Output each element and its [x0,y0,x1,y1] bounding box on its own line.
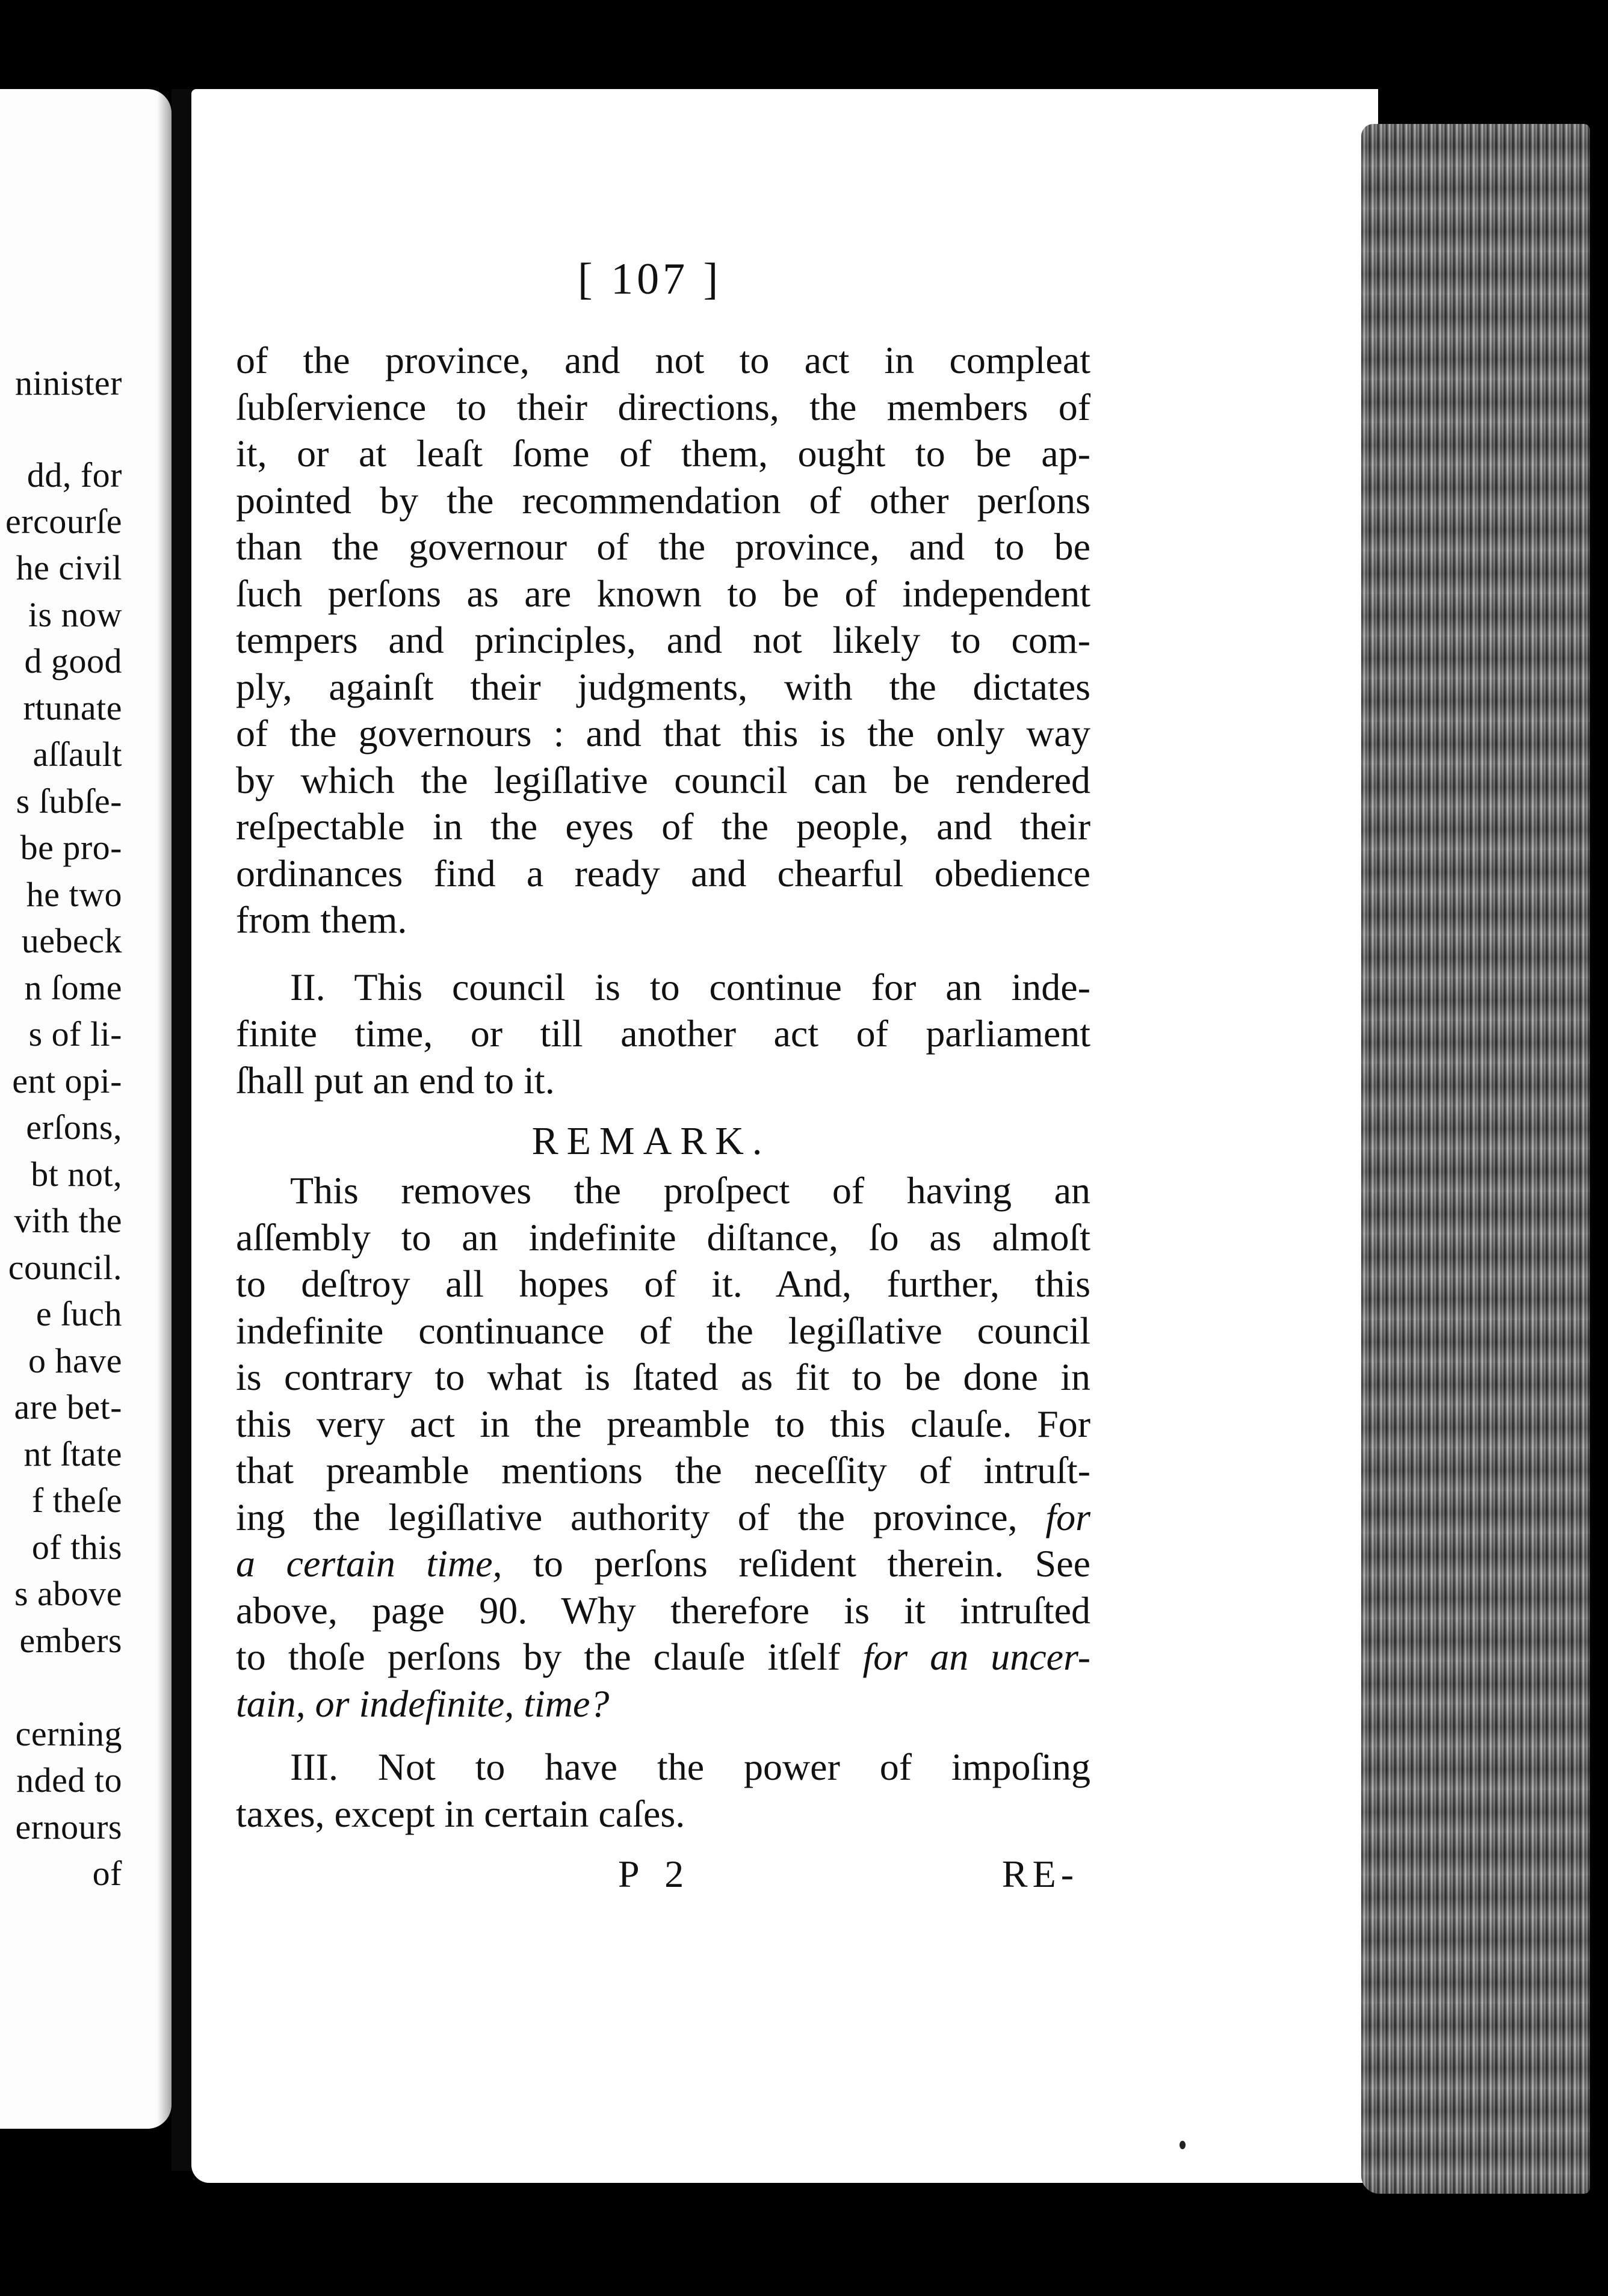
italic-text: time? [524,1682,610,1725]
left-page-line: s above [14,1574,122,1613]
left-page-line: erſons, [26,1108,122,1147]
left-page-line: n ſome [24,968,122,1007]
left-page-line: of this [31,1528,122,1567]
text-line: ſubſervience to their directions, the members of [236,385,1090,428]
left-page-line: of [92,1854,122,1893]
text-line: than the governour of the province, and to be [236,525,1090,568]
page-footer [236,1852,1078,1900]
text-line [236,1494,1090,1541]
page-body [236,337,1090,1837]
text-line [236,1634,1090,1680]
signature-mark: P 2 [618,1853,693,1895]
text-line: ply, againſt their judgments, with the dictates [236,665,1090,708]
text-line: pointed by the recommendation of other perſons [236,478,1090,522]
left-page-line: is now [28,595,122,634]
left-page-line: bt not, [31,1155,122,1194]
ink-speck [1180,2141,1186,2149]
text-line: ſuch perſons as are known to be of independent [236,572,1090,615]
text-line: of the governours : and that this is the only way [236,712,1090,755]
left-page-line: o have [28,1341,122,1380]
text-line: taxes, except in certain caſes. [236,1792,685,1835]
italic-text: tain, or indefinite, [236,1682,515,1725]
left-page-line: be pro- [20,828,122,867]
text-line: to deſtroy all hopes of it. And, further, this [236,1262,1090,1305]
page-header: [ 107 ] [578,255,722,304]
text-line: that preamble mentions the neceſſity of intruſt- [236,1449,1090,1492]
left-page-line: vith the [14,1201,122,1240]
text-line: it, or at leaſt ſome of them, ought to be ap- [236,432,1090,475]
left-page-line: nded to [16,1761,122,1800]
text-span: to perſons reſident therein. See [533,1542,1091,1585]
text-line: This removes the proſpect of having an [290,1169,1090,1212]
italic-text: a certain time, [236,1542,502,1585]
text-line [236,1540,1090,1587]
text-line: II. This council is to continue for an inde- [290,965,1090,1008]
text-line: from them. [236,898,407,941]
left-page-line: ent opi- [12,1061,122,1100]
catchword: RE- [1001,1853,1078,1895]
left-page-line: f theſe [31,1481,122,1520]
left-page-line: ninister [15,363,122,403]
left-page-line: council. [8,1248,122,1287]
italic-text: for [1045,1495,1091,1538]
text-line: this very act in the preamble to this clauſe. For [236,1402,1090,1445]
left-page-line: nt ſtate [23,1434,122,1474]
paragraph-continuation [236,337,1090,943]
text-line: finite time, or till another act of parliament [236,1012,1090,1055]
text-line: III. Not to have the power of impoſing [290,1745,1090,1788]
section-iii [236,1744,1090,1837]
text-line: aſſembly to an indefinite diſtance, ſo as almoſt [236,1215,1090,1259]
left-page-line: uebeck [21,921,122,960]
left-page-line: he two [26,875,122,914]
text-line: above, page 90. Why therefore is it intruſted [236,1588,1090,1632]
text-line: ſhall put an end to it. [236,1058,555,1102]
left-page-line: dd, for [26,455,122,495]
remark-paragraph [236,1167,1090,1727]
text-line [236,1680,1090,1727]
left-page-line: cerning [15,1714,122,1753]
left-page-line: s ſubſe- [16,782,122,821]
left-page-line: embers [19,1621,122,1660]
left-page-line: d good [24,641,122,680]
section-ii [236,964,1090,1104]
text-line: is contrary to what is ſtated as fit to be done in [236,1356,1090,1398]
left-page-line: ernours [15,1807,122,1847]
left-page-line: ercourſe [5,502,122,541]
page-block-fore-edge [1361,124,1590,2194]
text-line: of the province, and not to act in compleat [236,339,1090,381]
text-line: ordinances find a ready and chearful obedience [236,851,1090,895]
text-line: reſpectable in the eyes of the people, and their [236,805,1090,848]
left-page-line: s of li- [28,1014,122,1054]
left-page-line: are bet- [14,1387,122,1427]
text-line: indefinite continuance of the legiſlative council [236,1309,1090,1352]
text-line: by which the legiſlative council can be rendered [236,758,1090,801]
left-page-line: aſſault [32,735,122,774]
gutter-shadow [157,89,172,2129]
text-line: tempers and principles, and not likely to com- [236,619,1090,661]
text-span: ing the legiſlative authority of the province, [236,1495,1018,1538]
left-page-line: he civil [16,548,122,587]
text-span: to thoſe perſons by the clauſe itſelf [236,1635,841,1678]
left-page-line: e ſuch [36,1294,122,1333]
left-page-line: rtunate [23,688,122,727]
left-facing-page [0,89,172,2129]
italic-text: for an uncer- [862,1635,1091,1678]
remark-heading: REMARK. [531,1119,771,1163]
